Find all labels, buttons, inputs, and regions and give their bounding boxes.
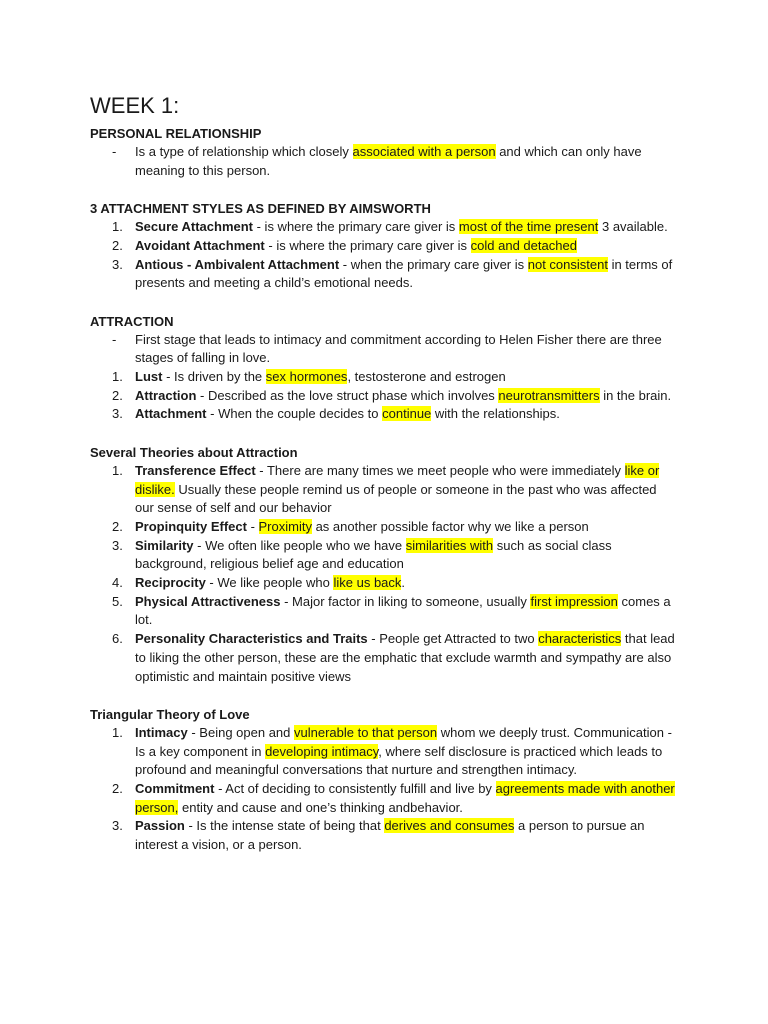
term-label: Propinquity Effect [135,518,247,534]
body-text: - Major factor in liking to someone, usually [280,593,531,609]
section-spacer [90,424,678,443]
list-marker: 3. [112,406,123,422]
body-text: that lead to liking the other person, these are the emphatic that exclude warmth and sympathy are also optimistic and maintain positive views [135,631,675,684]
list-marker: - [112,144,117,159]
list-marker: 1. [112,462,123,478]
term-label: Passion [135,818,185,834]
section-spacer [90,686,678,705]
body-text: with the relationships. [431,406,560,422]
highlighted-text: cold and detached [470,237,577,253]
list-item [90,537,678,574]
section-heading: Several Theories about Attraction [90,444,298,460]
highlighted-text: neurotransmitters [498,387,600,403]
list-item [90,237,678,256]
list-marker: 1. [112,369,123,384]
term-label: Intimacy [135,724,188,740]
body-text: 3 available. [598,219,668,235]
term-label: Attraction [135,387,197,403]
section-list [90,724,678,855]
body-text: - when the primary care giver is [339,256,528,272]
list-item [90,593,678,630]
highlighted-text: associated with a person [352,144,496,159]
list-item [90,780,678,817]
page-title: WEEK 1: [90,93,180,118]
list-item [90,630,678,686]
list-marker: 4. [112,575,123,591]
body-text: - We often like people who we have [193,537,406,553]
list-marker: 2. [112,518,123,534]
list-marker: 3. [112,818,123,834]
highlighted-text: not consistent [527,256,608,272]
body-text: such as social class background, religious belief age and education [135,537,612,572]
list-marker: 2. [112,387,123,403]
list-item [90,462,678,518]
term-label: Avoidant Attachment [135,237,265,253]
list-item [90,331,678,368]
list-marker: 3. [112,537,123,553]
list-marker: - [112,331,117,347]
body-text: - is where the primary care giver is [264,237,471,253]
body-text: and which can only have meaning to this person. [135,144,642,178]
term-label: Antious - Ambivalent Attachment [135,256,340,272]
section-list [90,218,678,293]
list-marker: 3. [112,256,123,272]
body-text: entity and cause and one’s thinking andbehavior. [178,799,463,815]
list-item [90,256,678,293]
list-marker: 6. [112,631,123,647]
section-list [90,462,678,686]
highlighted-text: most of the time present [458,219,599,235]
term-label: Similarity [135,537,194,553]
section-list [90,331,678,425]
body-text: , where self disclosure is practiced which leads to profound and meaningful conversations that nurture and strengthen intimacy. [135,743,663,778]
body-text: a person to pursue an interest a vision, or a person. [135,818,645,853]
body-text: - People get Attracted to two [367,631,539,647]
term-label: Reciprocity [135,575,206,591]
list-item [90,387,678,406]
highlighted-text: like or dislike. [135,462,660,497]
term-label: Personality Characteristics and Traits [135,631,368,647]
body-text: - Being open and [187,724,294,740]
body-text: - We like people who [205,575,334,591]
highlighted-text: continue [382,406,432,422]
body-text: - Is the intense state of being that [184,818,385,834]
term-label: Commitment [135,781,215,797]
body-text: - Described as the love struct phase which involves [196,387,499,403]
highlighted-text: Proximity [258,518,312,534]
list-marker: 5. [112,593,123,609]
body-text: - is where the primary care giver is [253,219,459,235]
body-text: . [401,575,406,591]
term-label: Secure Attachment [135,219,253,235]
highlighted-text: first impression [530,593,618,609]
list-marker: 2. [112,781,123,797]
highlighted-text: vulnerable to that person [294,724,438,740]
body-text: - There are many times we meet people who were immediately [255,462,625,478]
section-spacer [90,180,678,199]
body-text: - [246,518,259,534]
list-item [90,724,678,780]
term-label: Physical Attractiveness [135,593,281,609]
body-text: comes a lot. [135,593,671,628]
highlighted-text: similarities with [405,537,494,553]
section-heading: PERSONAL RELATIONSHIP [90,126,262,141]
list-marker: 1. [112,724,123,740]
highlighted-text: sex hormones [265,369,348,384]
body-text: , testosterone and estrogen [347,369,506,384]
section-heading: 3 ATTACHMENT STYLES AS DEFINED BY AIMSWORTH [90,201,431,217]
term-label: Transference Effect [135,462,256,478]
section-heading: ATTRACTION [90,313,174,329]
body-text: in the brain. [599,387,672,403]
body-text: - Act of deciding to consistently fulfill and live by [214,781,496,797]
highlighted-text: like us back [333,575,402,591]
body-text: Is a type of relationship which closely [135,144,353,159]
body-text: - When the couple decides to [206,406,383,422]
highlighted-text: agreements made with another person, [135,781,675,815]
list-item [90,143,678,180]
body-text: in terms of presents and meeting a child’s emotional needs. [135,256,673,291]
body-text: Usually these people remind us of people or someone in the past who was affected our sense of self and our behavior [135,481,657,516]
list-item [90,405,678,424]
highlighted-text: characteristics [538,631,622,647]
highlighted-text: derives and consumes [384,818,515,834]
body-text: - Is driven by the [162,369,266,384]
list-item [90,574,678,593]
term-label: Lust [135,369,163,384]
document-content [90,124,678,855]
highlighted-text: developing intimacy [265,743,379,759]
body-text: whom we deeply trust. Communication - Is a key component in [135,724,672,759]
list-marker: 1. [112,219,123,235]
section-spacer [90,293,678,312]
list-item [90,518,678,537]
list-marker: 2. [112,237,123,253]
section-list [90,143,678,180]
term-label: Attachment [135,406,207,422]
body-text: as another possible factor why we like a person [311,518,589,534]
body-text: First stage that leads to intimacy and commitment according to Helen Fisher there are three stages of falling in love. [135,331,662,366]
section-heading: Triangular Theory of Love [90,706,250,722]
list-item [90,368,678,387]
list-item [90,817,678,854]
list-item [90,218,678,237]
